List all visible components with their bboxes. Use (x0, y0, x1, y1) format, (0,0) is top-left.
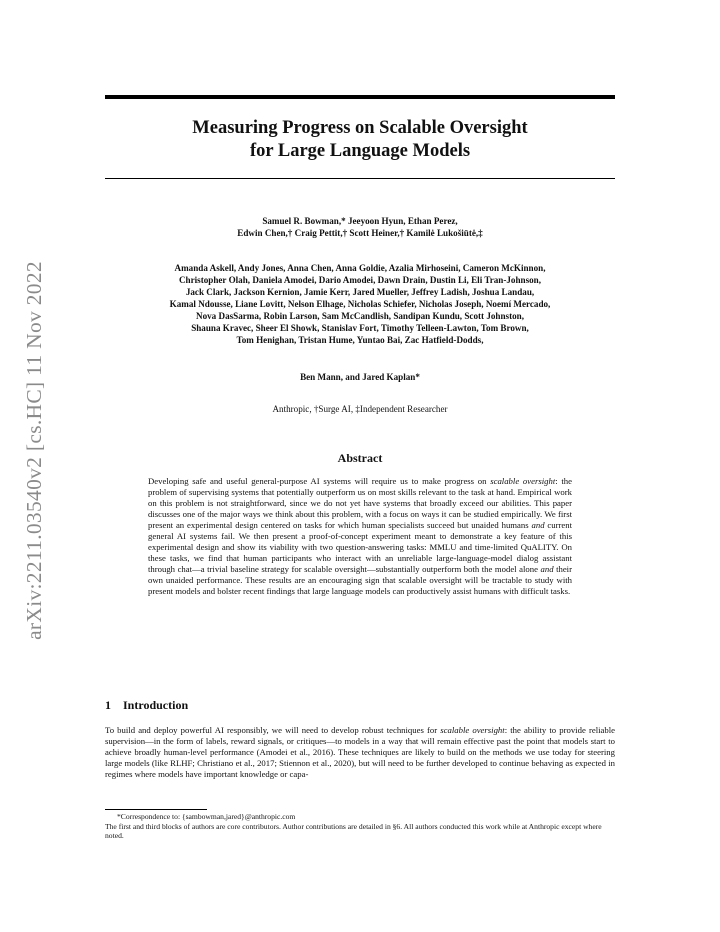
author-line: Ben Mann, and Jared Kaplan* (300, 372, 420, 382)
paper-title-line-2: for Large Language Models (249, 141, 471, 161)
abstract-heading: Abstract (337, 451, 383, 465)
paper-title (105, 117, 615, 163)
core-authors (105, 215, 615, 239)
contributing-authors (105, 262, 615, 346)
intro-text-run: To build and deploy powerful AI responsibly, we will need to develop robust techniques for (105, 725, 441, 735)
abstract-text-run: Developing safe and useful general-purpose AI systems will require us to make progress on (148, 476, 491, 486)
abstract-emphasis: and (531, 519, 545, 530)
footnote-correspondence: *Correspondence to: {sambowman,jared}@anthropic.com (117, 812, 296, 821)
abstract-text-run: their own unaided performance. These results are an encouraging sign that scalable oversight will be tractable to study with present models and bolster recent findings that large language models can productively assist humans with difficult tasks. (148, 563, 572, 596)
arxiv-identifier: arXiv:2211.03540v2 [cs.HC] 11 Nov 2022 (21, 260, 46, 640)
author-line: Christopher Olah, Daniela Amodei, Dario Amodei, Dawn Drain, Dustin Li, Eli Tran-Johnson, (178, 275, 542, 285)
author-line: Jack Clark, Jackson Kernion, Jamie Kerr, Jared Mueller, Jeffrey Ladish, Joshua Landau, (185, 287, 535, 297)
abstract-emphasis: and (540, 563, 554, 574)
author-line: Shauna Kravec, Sheer El Showk, Stanislav Fort, Timothy Telleen-Lawton, Tom Brown, (191, 323, 529, 333)
senior-authors (105, 371, 615, 383)
arxiv-identifier-stamp (14, 240, 54, 660)
affiliations: Anthropic, †Surge AI, ‡Independent Researcher (272, 404, 448, 414)
author-line: Kamal Ndousse, Liane Lovitt, Nelson Elhage, Nicholas Schiefer, Nicholas Joseph, Noemí Mercado, (169, 299, 551, 309)
section-number: 1 (105, 698, 111, 712)
section-heading-introduction (105, 698, 188, 713)
footnote-contributions: The first and third blocks of authors are core contributors. Author contributions are detailed in §6. All authors conducted this work while at Anthropic except where noted. (105, 821, 602, 841)
author-line: Samuel R. Bowman,* Jeeyoon Hyun, Ethan Perez, (262, 216, 458, 226)
footnote-rule (105, 809, 207, 810)
abstract-text (148, 476, 572, 596)
author-line: Nova DasSarma, Robin Larson, Sam McCandlish, Sandipan Kundu, Scott Johnston, (196, 311, 524, 321)
abstract-text-run: : the problem of supervising systems that potentially outperform us on most skills relevant to the task at hand. Empirical work on this problem is not straightforward, since we do not yet have systems that broadly exceed our abilities. This paper discusses one of the major ways we think about this problem, with a focus on ways it can be studied empirically. We first present an experimental design centered on tasks for which human specialists succeed but unaided humans (148, 476, 572, 530)
title-rule (105, 178, 615, 179)
footnotes (105, 812, 615, 841)
author-line: Amanda Askell, Andy Jones, Anna Chen, Anna Goldie, Azalia Mirhoseini, Cameron McKinnon, (174, 263, 546, 273)
intro-emphasis: scalable oversight (440, 725, 505, 735)
author-line: Tom Henighan, Tristan Hume, Yuntao Bai, Zac Hatfield-Dodds, (236, 335, 484, 345)
introduction-text (105, 725, 615, 780)
abstract-emphasis: scalable oversight (490, 476, 556, 486)
intro-text-run: : the ability to provide reliable supervision—in the form of labels, reward signals, or critiques—to models in a way that will remain effective past the point that models start to achieve broadly human-level performance (Amodei et al., 2016). These techniques are likely to build on the methods we use today for steering large models (like RLHF; Christiano et al., 2017; Stiennon et al., 2020), but will need to be further developed to continue behaving as expected in regimes where models have important knowledge or capa- (105, 725, 615, 779)
paper-title-line-1: Measuring Progress on Scalable Oversight (192, 118, 528, 138)
abstract-text-run: current general AI systems fail. We then present a proof-of-concept experiment meant to demonstrate a key feature of this experimental design and show its viability with two question-answering tasks: MMLU and time-limited QuALITY. On these tasks, we find that human participants who interact with an unreliable large-language-model dialog assistant through chat—a trivial baseline strategy for scalable oversight—substantially outperform both the model alone (148, 519, 572, 574)
author-line: Edwin Chen,† Craig Pettit,† Scott Heiner,† Kamilė Lukošiūtė,‡ (237, 228, 483, 238)
top-rule (105, 95, 615, 99)
section-title: Introduction (123, 698, 189, 712)
